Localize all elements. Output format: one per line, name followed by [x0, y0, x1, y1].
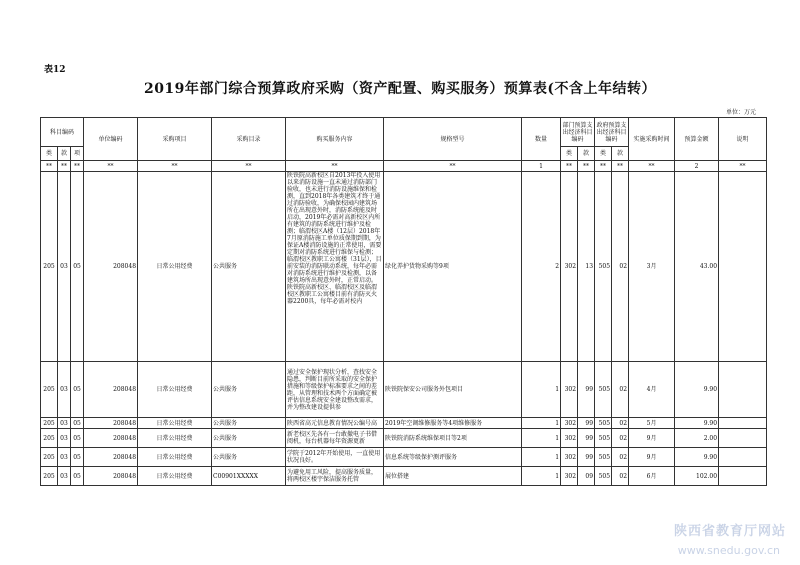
cell-amount: 43.00	[675, 172, 719, 362]
cell-note	[719, 448, 767, 467]
cell-project: 日常公用经费	[138, 448, 212, 467]
cell-gov-lei: 505	[595, 418, 612, 429]
site-watermark-url: www.snedu.gov.cn	[677, 544, 780, 557]
cell-project: 日常公用经费	[138, 429, 212, 448]
cell-time: 4月	[629, 362, 675, 418]
code-cell: 2	[675, 161, 719, 172]
header-dept-econ: 部门预算支出经济科目编码	[561, 118, 595, 147]
cell-time: 3月	[629, 172, 675, 362]
code-cell: **	[719, 161, 767, 172]
code-cell: **	[58, 161, 71, 172]
cell-dept-kuan: 13	[578, 172, 595, 362]
code-cell: **	[138, 161, 212, 172]
cell-service: 陕铁院高新校区自2013年投入使用以来消防设施一直未通过消防部门验收，也未进行消防设施维保和检测，直到2018年各类建筑才终于通过消防验收，为确保校园内建筑场所在出现意外时，消防系统能及时启动，2019年必需对高新校区内所有建筑的消防系统进行维护及检测；临渭校区A楼（12层）2018年7月原消防施工单位质保期到期，为保证A楼消防设施的正常使用，需要定期对消防系统进行维保与检测；临渭校区教职工公寓楼（31层），目前安装的消防联动系统，每年必需对消防系统进行维护及检测，以备建筑场所出现意外时，正常启动。 陕铁院高新校区、临渭校区及临渭校区教职工公寓楼目前有消防灭火器2200具，每年必需对校内	[286, 172, 384, 362]
cell-gov-lei: 505	[595, 448, 612, 467]
cell-xiang: 05	[71, 362, 84, 418]
header-catalog: 采购目录	[212, 118, 286, 161]
cell-kuan: 03	[58, 467, 71, 486]
unit-label: 单位：万元	[725, 109, 756, 116]
code-cell: **	[41, 161, 58, 172]
header-dept-lei: 类	[561, 147, 578, 161]
cell-project: 日常公用经费	[138, 467, 212, 486]
cell-amount: 9.90	[675, 418, 719, 429]
table-row	[41, 172, 767, 362]
cell-lei: 205	[41, 172, 58, 362]
cell-dept-lei: 302	[561, 418, 578, 429]
cell-unit-code: 208048	[84, 467, 138, 486]
cell-note	[719, 467, 767, 486]
table-row	[41, 418, 767, 429]
header-gov-kuan: 款	[612, 147, 629, 161]
cell-amount: 2.00	[675, 429, 719, 448]
cell-gov-kuan: 02	[612, 418, 629, 429]
cell-lei: 205	[41, 467, 58, 486]
cell-xiang: 05	[71, 467, 84, 486]
cell-unit-code: 208048	[84, 418, 138, 429]
code-cell: **	[71, 161, 84, 172]
cell-lei: 205	[41, 418, 58, 429]
cell-lei: 205	[41, 362, 58, 418]
cell-note	[719, 418, 767, 429]
cell-kuan: 03	[58, 448, 71, 467]
cell-project: 日常公用经费	[138, 418, 212, 429]
cell-spec: 陕铁院保安公司服务外包项目	[384, 362, 522, 418]
header-kuan: 款	[58, 147, 71, 161]
cell-spec: 2019年空调维修服务等4项维修服务	[384, 418, 522, 429]
code-cell: **	[578, 161, 595, 172]
header-xiang: 项	[71, 147, 84, 161]
cell-xiang: 05	[71, 418, 84, 429]
cell-time: 6月	[629, 467, 675, 486]
cell-service: 陕西省高元信息教育情况公编号高	[286, 418, 384, 429]
header-unit-code: 单位编码	[84, 118, 138, 161]
cell-unit-code: 208048	[84, 448, 138, 467]
cell-dept-lei: 302	[561, 448, 578, 467]
cell-project: 日常公用经费	[138, 362, 212, 418]
table-row	[41, 362, 767, 418]
cell-kuan: 03	[58, 362, 71, 418]
cell-gov-kuan: 02	[612, 429, 629, 448]
cell-lei: 205	[41, 448, 58, 467]
code-cell: **	[384, 161, 522, 172]
header-project: 采购项目	[138, 118, 212, 161]
cell-kuan: 03	[58, 418, 71, 429]
header-service: 购买服务内容	[286, 118, 384, 161]
cell-service: 通过安全保护现状分析，查找安全隐患，判断目前所采取的安全保护措施和等级保护标准要求之间的差距，从管理和技术两个方面确定被评估信息系统安全建设整改需求，并为整改建设提供参	[286, 362, 384, 418]
code-cell: **	[212, 161, 286, 172]
cell-gov-lei: 505	[595, 429, 612, 448]
cell-spec: 展位搭建	[384, 467, 522, 486]
cell-dept-lei: 302	[561, 362, 578, 418]
table-number: 表12	[44, 65, 66, 75]
cell-note	[719, 172, 767, 362]
cell-gov-kuan: 02	[612, 467, 629, 486]
cell-qty: 1	[522, 467, 561, 486]
header-spec: 规格型号	[384, 118, 522, 161]
cell-unit-code: 208048	[84, 429, 138, 448]
procurement-budget-table	[40, 117, 767, 486]
header-gov-econ: 政府预算支出经济科目编码	[595, 118, 629, 147]
cell-service: 为避免用工风险，提高服务质量，将两校区楼宇保洁服务托管	[286, 467, 384, 486]
cell-amount: 9.90	[675, 362, 719, 418]
header-quantity: 数量	[522, 118, 561, 161]
cell-service: 新老校区先各有一台敢撤电子书借阅机，每台机器每年资源更新	[286, 429, 384, 448]
cell-qty: 1	[522, 448, 561, 467]
cell-dept-kuan: 99	[578, 448, 595, 467]
header-amount: 预算金额	[675, 118, 719, 161]
cell-dept-kuan: 99	[578, 362, 595, 418]
cell-amount: 9.90	[675, 448, 719, 467]
table-row	[41, 467, 767, 486]
cell-qty: 1	[522, 362, 561, 418]
cell-dept-lei: 302	[561, 429, 578, 448]
header-gov-lei: 类	[595, 147, 612, 161]
cell-qty: 1	[522, 418, 561, 429]
cell-unit-code: 208048	[84, 362, 138, 418]
header-subject-code: 科目编码	[41, 118, 84, 147]
cell-time: 5月	[629, 418, 675, 429]
cell-kuan: 03	[58, 429, 71, 448]
document-title: 2019年部门综合预算政府采购（资产配置、购买服务）预算表(不含上年结转）	[143, 81, 657, 97]
cell-time: 9月	[629, 448, 675, 467]
cell-kuan: 03	[58, 172, 71, 362]
cell-dept-kuan: 99	[578, 429, 595, 448]
table-row	[41, 429, 767, 448]
code-cell: **	[286, 161, 384, 172]
header-note: 说明	[719, 118, 767, 161]
cell-note	[719, 429, 767, 448]
header-lei: 类	[41, 147, 58, 161]
cell-qty: 2	[522, 172, 561, 362]
header-time: 实施采购时间	[629, 118, 675, 161]
cell-spec: 信息系统等级保护测评服务	[384, 448, 522, 467]
code-cell: **	[84, 161, 138, 172]
cell-spec: 陕铁院消防系统维保项目等2项	[384, 429, 522, 448]
cell-gov-kuan: 02	[612, 172, 629, 362]
cell-catalog: C00901XXXXX	[212, 467, 286, 486]
header-dept-kuan: 款	[578, 147, 595, 161]
cell-dept-kuan: 99	[578, 418, 595, 429]
code-cell: **	[612, 161, 629, 172]
cell-dept-lei: 302	[561, 467, 578, 486]
cell-xiang: 05	[71, 429, 84, 448]
cell-dept-lei: 302	[561, 172, 578, 362]
site-watermark: 陕西省教育厅网站	[673, 524, 786, 539]
cell-xiang: 05	[71, 448, 84, 467]
code-row	[41, 161, 767, 172]
cell-gov-lei: 505	[595, 467, 612, 486]
code-cell: 1	[522, 161, 561, 172]
header-row-1	[41, 118, 767, 147]
table-row	[41, 448, 767, 467]
cell-gov-lei: 505	[595, 172, 612, 362]
cell-unit-code: 208048	[84, 172, 138, 362]
cell-time: 9月	[629, 429, 675, 448]
cell-project: 日常公用经费	[138, 172, 212, 362]
cell-catalog: 公共服务	[212, 448, 286, 467]
cell-amount: 102.00	[675, 467, 719, 486]
cell-qty: 1	[522, 429, 561, 448]
cell-catalog: 公共服务	[212, 429, 286, 448]
cell-catalog: 公共服务	[212, 418, 286, 429]
cell-note	[719, 362, 767, 418]
cell-gov-lei: 505	[595, 362, 612, 418]
cell-service: 学院于2012年开始使用，一直使用状况良好。	[286, 448, 384, 467]
cell-catalog: 公共服务	[212, 172, 286, 362]
code-cell: **	[629, 161, 675, 172]
code-cell: **	[561, 161, 578, 172]
cell-xiang: 05	[71, 172, 84, 362]
cell-spec: 绿化养护货物采购等9项	[384, 172, 522, 362]
cell-lei: 205	[41, 429, 58, 448]
cell-dept-kuan: 09	[578, 467, 595, 486]
code-cell: **	[595, 161, 612, 172]
cell-catalog: 公共服务	[212, 362, 286, 418]
cell-gov-kuan: 02	[612, 448, 629, 467]
cell-gov-kuan: 02	[612, 362, 629, 418]
